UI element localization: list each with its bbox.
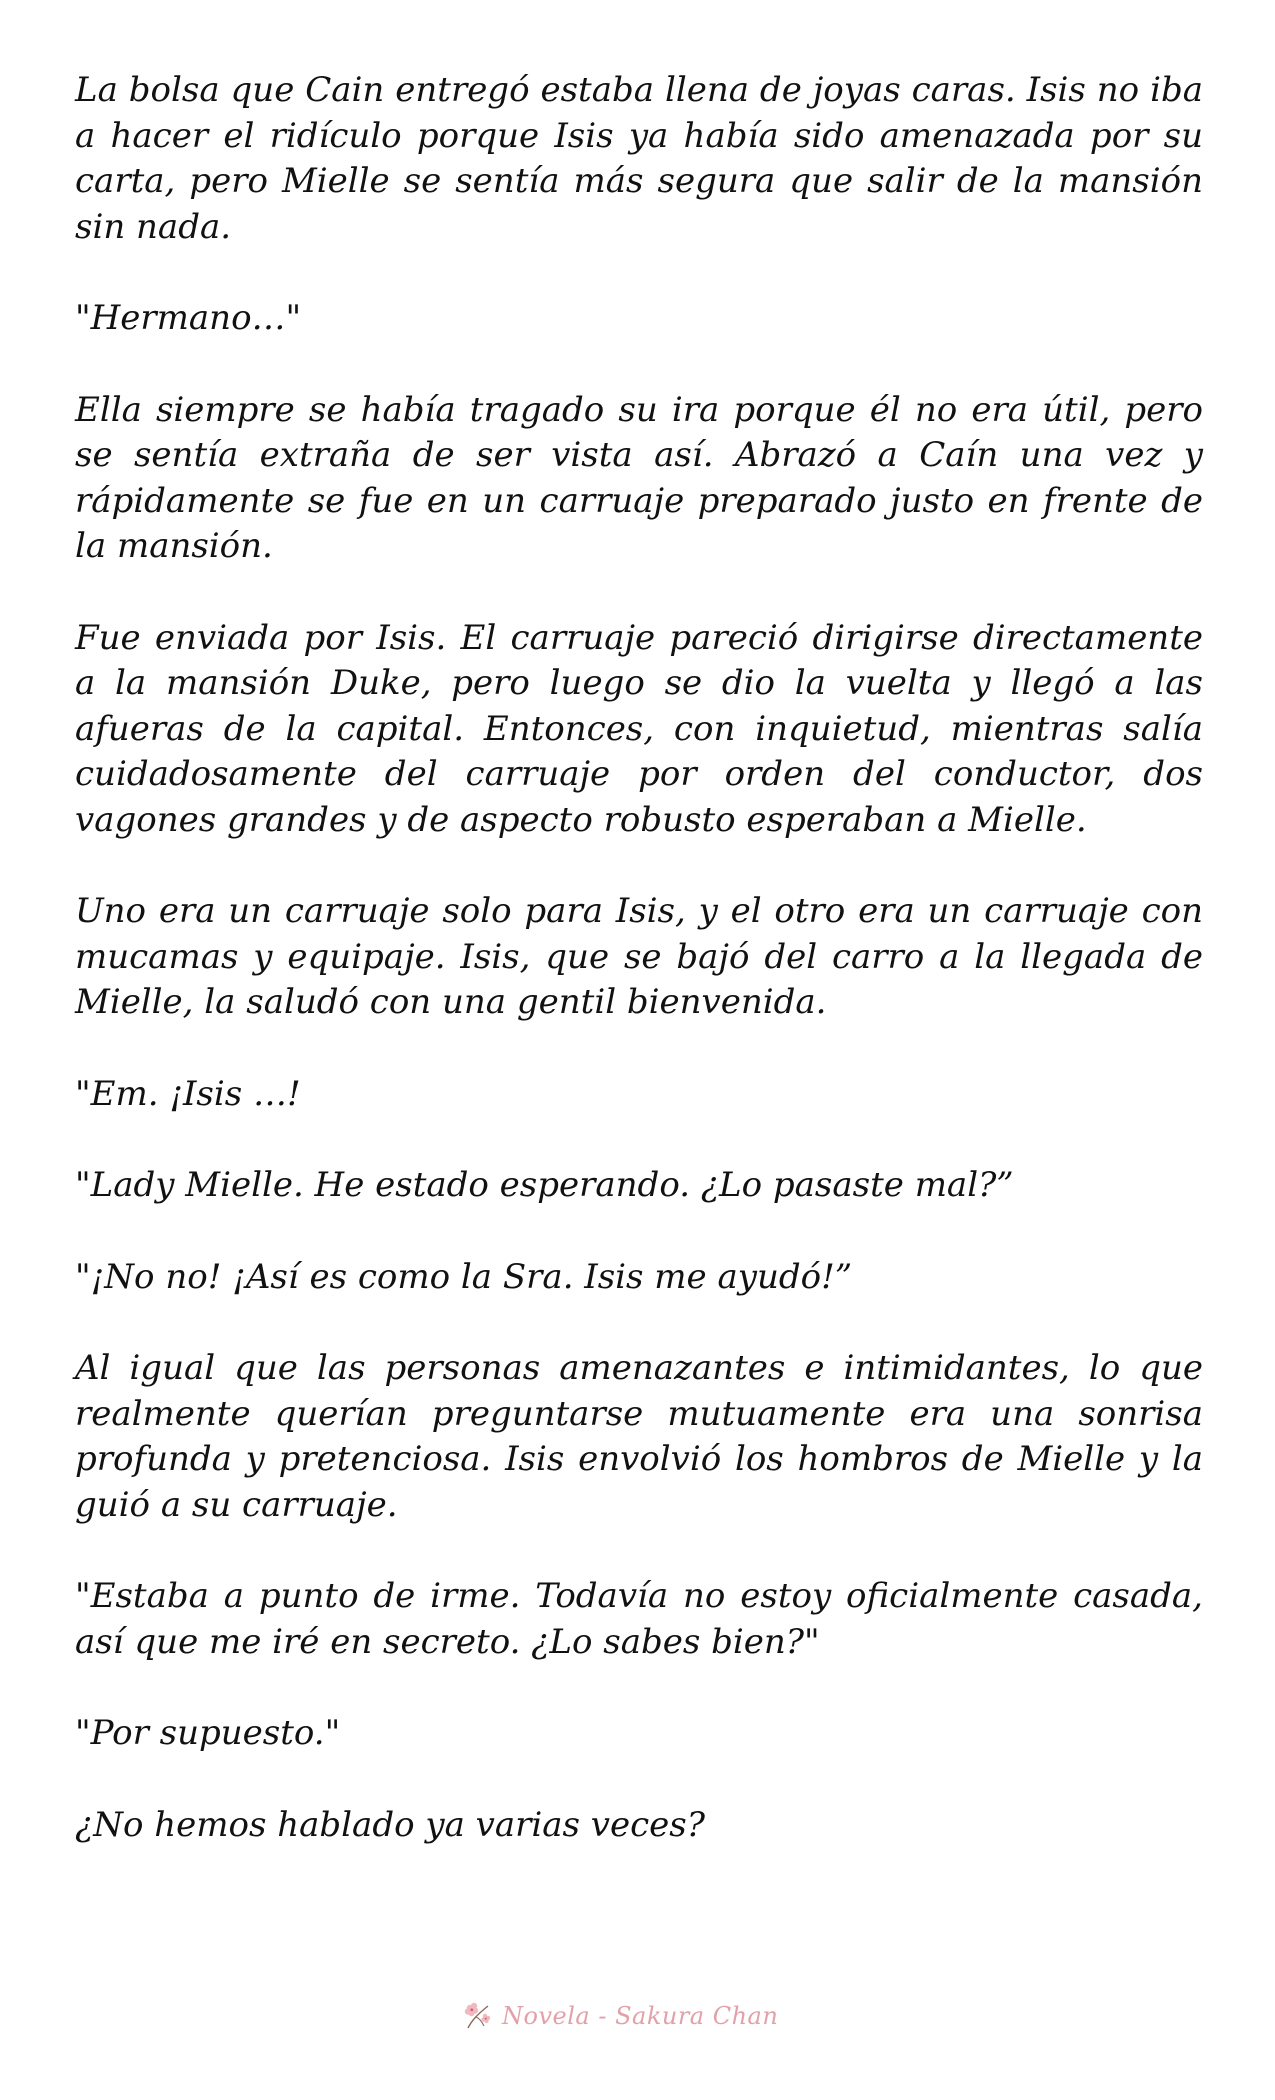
paragraph-9: Al igual que las personas amenazantes e intimidantes, lo que realmente querían preguntarse mutuamente era una sonrisa profunda y pretenciosa. Isis envolvió los hombros de Mielle y la guió a su carruaje. xyxy=(75,1348,1203,1525)
paragraph-7: "Lady Mielle. He estado esperando. ¿Lo pasaste mal?” xyxy=(75,1165,1014,1205)
paragraph-11: "Por supuesto." xyxy=(75,1713,341,1753)
paragraph-4: Fue enviada por Isis. El carruaje pareció dirigirse directamente a la mansión Duke, pero luego se dio la vuelta y llegó a las afueras de la capital. Entonces, con inquietud, mientras salía cuidadosamente del carruaje por orden del conductor, dos vagones grandes y de aspecto robusto esperaban a Mielle. xyxy=(75,617,1203,840)
document-body xyxy=(75,68,1203,1894)
paragraph-2: "Hermano…" xyxy=(75,298,302,338)
watermark-text: Novela - Sakura Chan xyxy=(502,2002,779,2030)
paragraph-10: "Estaba a punto de irme. Todavía no estoy oficialmente casada, así que me iré en secreto. ¿Lo sabes bien?" xyxy=(75,1576,1203,1662)
paragraph-5: Uno era un carruaje solo para Isis, y el otro era un carruaje con mucamas y equipaje. Isis, que se bajó del carro a la llegada de Mielle, la saludó con una gentil bienvenida. xyxy=(75,891,1203,1022)
paragraph-12: ¿No hemos hablado ya varias veces? xyxy=(75,1804,705,1845)
watermark xyxy=(458,1996,838,2036)
paragraph-3: Ella siempre se había tragado su ira porque él no era útil, pero se sentía extraña de ser vista así. Abrazó a Caín una vez y rápidamente se fue en un carruaje preparado justo en frente de la mansión. xyxy=(75,389,1203,566)
paragraph-8: "¡No no! ¡Así es como la Sra. Isis me ayudó!” xyxy=(75,1256,853,1297)
paragraph-1: La bolsa que Cain entregó estaba llena de joyas caras. Isis no iba a hacer el ridículo porque Isis ya había sido amenazada por su carta, pero Mielle se sentía más segura que salir de la mansión sin nada. xyxy=(75,70,1203,247)
cherry-blossom-icon xyxy=(458,1998,494,2034)
paragraph-6: "Em. ¡Isis …! xyxy=(75,1073,301,1114)
